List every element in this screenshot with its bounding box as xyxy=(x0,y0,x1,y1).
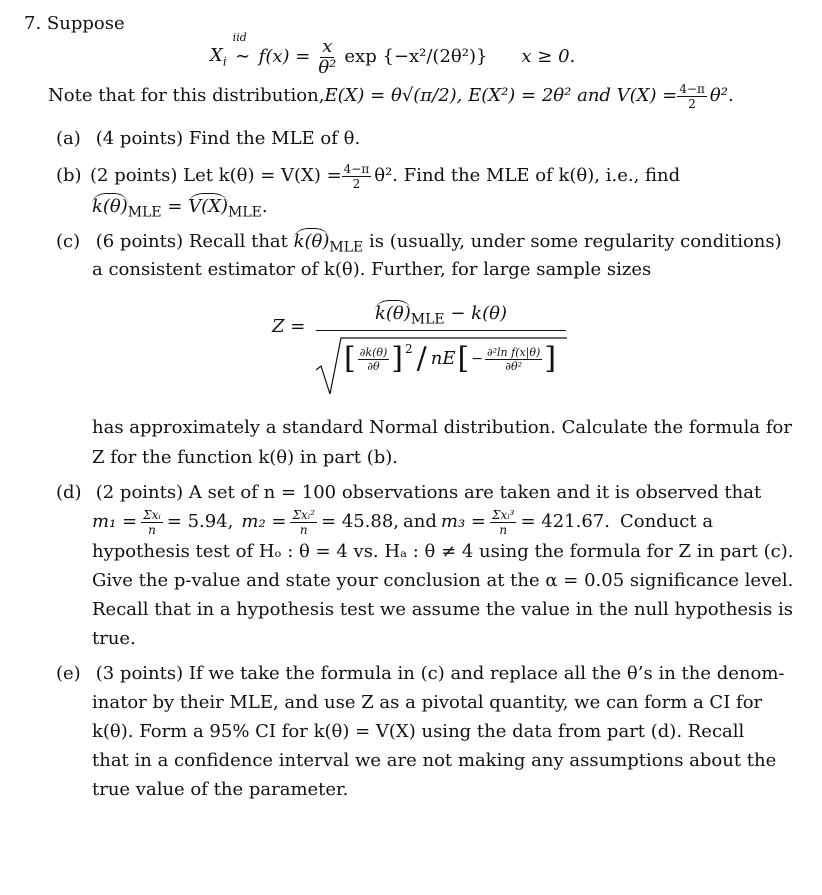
density-support: x ≥ 0. xyxy=(521,45,576,67)
z-lhs: Z = xyxy=(272,316,306,337)
part-e-line2: inator by their MLE, and use Z as a pivotal quantity, we can form a CI for xyxy=(92,692,763,713)
m3-lhs: m₃ = xyxy=(440,510,486,532)
part-b-fraction: $\frac{4-\pi}{2}$ xyxy=(343,162,370,191)
part-c-line1 xyxy=(56,228,782,257)
model-equation xyxy=(210,30,576,80)
left-bracket-1: [ xyxy=(344,341,356,376)
right-bracket-1: ] xyxy=(391,341,403,376)
fisher-fraction: $\frac{\text{∂²ln f(x|θ)}}{\text{∂θ²}}$ xyxy=(486,345,541,373)
part-d-line5: Recall that in a hypothesis test we assume the value in the null hypothesis is xyxy=(92,599,794,620)
part-a-text: (4 points) Find the MLE of θ. xyxy=(95,128,361,149)
part-e-line3: k(θ). Form a 95% CI for k(θ) = V(X) using the data from part (d). Recall xyxy=(92,721,745,742)
part-e-line5: true value of the parameter. xyxy=(92,779,349,800)
problem-intro: Suppose xyxy=(46,13,125,34)
m2-fraction: $\frac{\text{Σxᵢ²}}{n}$ xyxy=(292,507,315,537)
note-line xyxy=(48,83,734,110)
part-b-line2 xyxy=(92,193,268,222)
division-slash: / xyxy=(416,341,427,376)
model-variable: $X_i$ xyxy=(210,45,227,69)
note-variance-fraction: $\frac{4-\pi}{2}$ xyxy=(679,82,705,111)
part-b-equals: = xyxy=(161,196,189,217)
part-d-line6: true. xyxy=(92,628,136,649)
left-bracket-2: [ xyxy=(457,341,470,376)
part-b-mle-sub-2: MLE xyxy=(228,204,262,221)
part-c-k-hat: k(θ) xyxy=(294,228,330,254)
part-e-line4: that in a confidence interval we are not making any assumptions about the xyxy=(92,750,777,771)
problem-header xyxy=(24,12,125,36)
part-e-label: (e) xyxy=(56,663,81,684)
z-num-mle-sub: MLE xyxy=(410,311,445,328)
note-moments: E(X) = θ√(π/2), E(X²) = 2θ² and V(X) = xyxy=(324,85,678,107)
part-d-line3: hypothesis test of Hₒ : θ = 4 vs. Hₐ : θ ≠ 4 using the formula for Z in part (c). xyxy=(92,541,794,562)
n-expectation: nE xyxy=(430,347,456,369)
part-b-line1 xyxy=(56,163,680,190)
density-lhs: f(x) = xyxy=(258,45,311,67)
density-fraction: $\frac{x}{\text{θ²}}$ xyxy=(318,35,337,78)
z-numerator xyxy=(316,300,566,329)
minus-sign: − xyxy=(471,350,483,367)
part-c-text-b: is (usually, under some regularity conditions) xyxy=(363,231,782,252)
part-e-line1 xyxy=(56,662,784,686)
dk-dtheta: $\frac{\partial k(\theta)}{\partial\theta}$ xyxy=(359,345,388,373)
part-b-mle-sub: MLE xyxy=(127,204,162,221)
m3-fraction: $\frac{\text{Σxᵢ³}}{n}$ xyxy=(491,507,515,537)
part-d-text-1: (2 points) A set of n = 100 observations are taken and it is observed that xyxy=(95,482,762,503)
part-e-text-1: (3 points) If we take the formula in (c) and replace all the θ’s in the denom- xyxy=(95,663,785,684)
right-bracket-2: ] xyxy=(544,341,557,376)
part-a-label: (a) xyxy=(56,128,81,149)
part-d-label: (d) xyxy=(56,482,82,503)
z-num-k-hat: k(θ) xyxy=(375,300,411,326)
part-b-text-a: (2 points) Let k(θ) = V(X) = xyxy=(90,165,342,187)
note-variance-tail: θ². xyxy=(709,85,734,107)
part-d-line1 xyxy=(56,481,761,505)
part-c-label: (c) xyxy=(56,231,81,252)
part-d-line4: Give the p-value and state your conclusion at the α = 0.05 significance level. xyxy=(92,570,794,591)
part-a xyxy=(56,127,360,151)
iid-symbol: iid ∼ xyxy=(232,30,251,67)
part-c-mle-sub: MLE xyxy=(329,239,364,256)
part-b-k-hat: k(θ) xyxy=(92,193,128,219)
part-c-line3: has approximately a standard Normal distribution. Calculate the formula for xyxy=(92,417,792,438)
part-c-text-a: (6 points) Recall that xyxy=(95,231,294,252)
m1-value: = 5.94, xyxy=(166,510,234,532)
m1-lhs: m₁ = xyxy=(92,510,138,532)
part-c-line2: a consistent estimator of k(θ). Further, for large sample sizes xyxy=(92,259,652,280)
part-b-label: (b) xyxy=(56,165,82,187)
conduct-word: Conduct a xyxy=(619,510,714,532)
part-b-text-b: θ². Find the MLE of k(θ), i.e., find xyxy=(374,165,681,187)
z-denominator xyxy=(344,341,557,376)
m1-fraction: $\frac{\text{Σxᵢ}}{n}$ xyxy=(143,507,161,537)
part-d-moments xyxy=(92,506,713,538)
square-power: 2 xyxy=(405,341,413,356)
part-c-line4: Z for the function k(θ) in part (b). xyxy=(92,447,399,468)
m2-lhs: m₂ = xyxy=(241,510,287,532)
m2-value: = 45.88, xyxy=(320,510,400,532)
part-b-period: . xyxy=(261,196,268,217)
and-word: and xyxy=(403,510,437,532)
density-exp: exp {−x²/(2θ²)} xyxy=(344,45,488,67)
part-b-v-hat: V(X) xyxy=(188,193,228,219)
m3-value: = 421.67. xyxy=(520,510,610,532)
z-num-tail: − k(θ) xyxy=(444,303,507,324)
problem-number: 7. xyxy=(24,13,42,34)
z-fraction-bar xyxy=(316,330,566,331)
z-formula xyxy=(272,300,572,398)
note-lead: Note that for this distribution, xyxy=(48,85,325,107)
